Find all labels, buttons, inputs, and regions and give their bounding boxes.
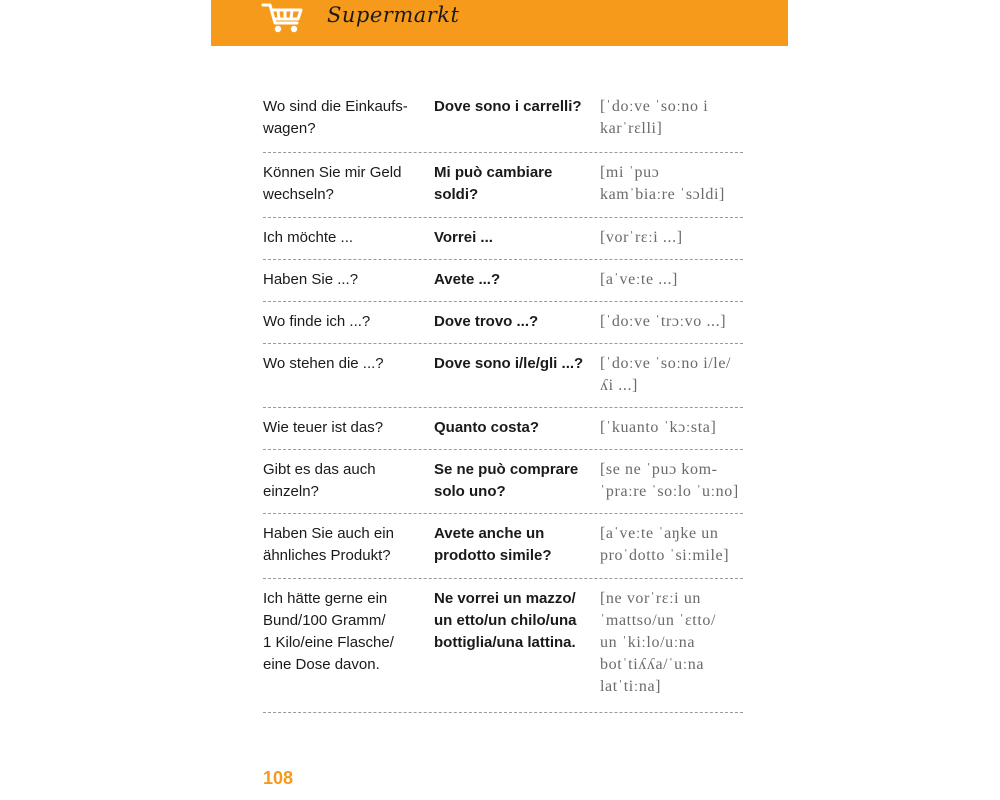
phrase-italian: Mi può cambiare soldi?	[434, 164, 553, 203]
phrase-row	[263, 260, 743, 302]
chapter-title: Supermarkt	[327, 3, 460, 27]
phrase-pronunciation: [ne vorˈrɛːi un ˈmattso/un ˈɛtto/ un ˈkiːlo/uːna botˈtiʎʎa/ˈuːna latˈtiːna]	[600, 590, 717, 695]
phrase-row	[263, 450, 743, 514]
phrase-row	[263, 302, 743, 344]
phrase-german: Ich möchte ...	[263, 229, 354, 246]
phrase-german: Wo sind die Einkaufs- wagen?	[263, 98, 408, 137]
phrase-italian: Quanto costa?	[434, 419, 540, 436]
phrase-pronunciation: [ˈdoːve ˈsoːno i karˈrɛlli]	[600, 98, 709, 137]
chapter-header	[211, 0, 788, 46]
phrase-german: Können Sie mir Geld wechseln?	[263, 164, 402, 203]
phrase-row	[263, 579, 743, 713]
phrase-german: Wie teuer ist das?	[263, 419, 384, 436]
phrase-italian: Dove sono i carrelli?	[434, 98, 582, 115]
phrase-table	[263, 96, 743, 713]
phrase-pronunciation: [aˈveːte ˈaŋke un proˈdotto ˈsiːmile]	[600, 525, 730, 564]
phrase-italian: Avete anche un prodotto simile?	[434, 525, 552, 564]
phrase-italian: Ne vorrei un mazzo/ un etto/un chilo/una bottiglia/una lattina.	[434, 590, 577, 651]
phrase-pronunciation: [mi ˈpuɔ kamˈbiaːre ˈsɔldi]	[600, 164, 725, 203]
shopping-cart-icon	[261, 0, 305, 34]
phrase-italian: Dove trovo ...?	[434, 313, 539, 330]
phrase-pronunciation: [vorˈrɛːi ...]	[600, 229, 683, 246]
phrase-italian: Vorrei ...	[434, 229, 493, 246]
phrase-row	[263, 408, 743, 450]
phrase-row	[263, 344, 743, 408]
phrase-italian: Avete ...?	[434, 271, 501, 288]
phrase-row	[263, 96, 743, 153]
phrase-german: Wo stehen die ...?	[263, 355, 384, 372]
phrase-row	[263, 514, 743, 579]
phrase-row	[263, 153, 743, 218]
phrase-pronunciation: [ˈkuanto ˈkɔːsta]	[600, 419, 717, 436]
phrase-german: Gibt es das auch einzeln?	[263, 461, 376, 500]
phrase-pronunciation: [ˈdoːve ˈsoːno i/le/ ʎi ...]	[600, 355, 732, 394]
phrase-italian: Dove sono i/le/gli ...?	[434, 355, 584, 372]
page-number: 108	[263, 768, 294, 788]
phrase-german: Ich hätte gerne ein Bund/100 Gramm/ 1 Kilo/eine Flasche/ eine Dose davon.	[263, 590, 394, 673]
phrase-pronunciation: [ˈdoːve ˈtrɔːvo ...]	[600, 313, 727, 330]
phrase-pronunciation: [aˈveːte ...]	[600, 271, 678, 288]
phrase-row	[263, 218, 743, 260]
phrase-pronunciation: [se ne ˈpuɔ kom- ˈpraːre ˈsoːlo ˈuːno]	[600, 461, 739, 500]
phrase-german: Haben Sie ...?	[263, 271, 359, 288]
phrase-italian: Se ne può comprare solo uno?	[434, 461, 579, 500]
phrase-german: Wo finde ich ...?	[263, 313, 371, 330]
phrase-german: Haben Sie auch ein ähnliches Produkt?	[263, 525, 394, 564]
